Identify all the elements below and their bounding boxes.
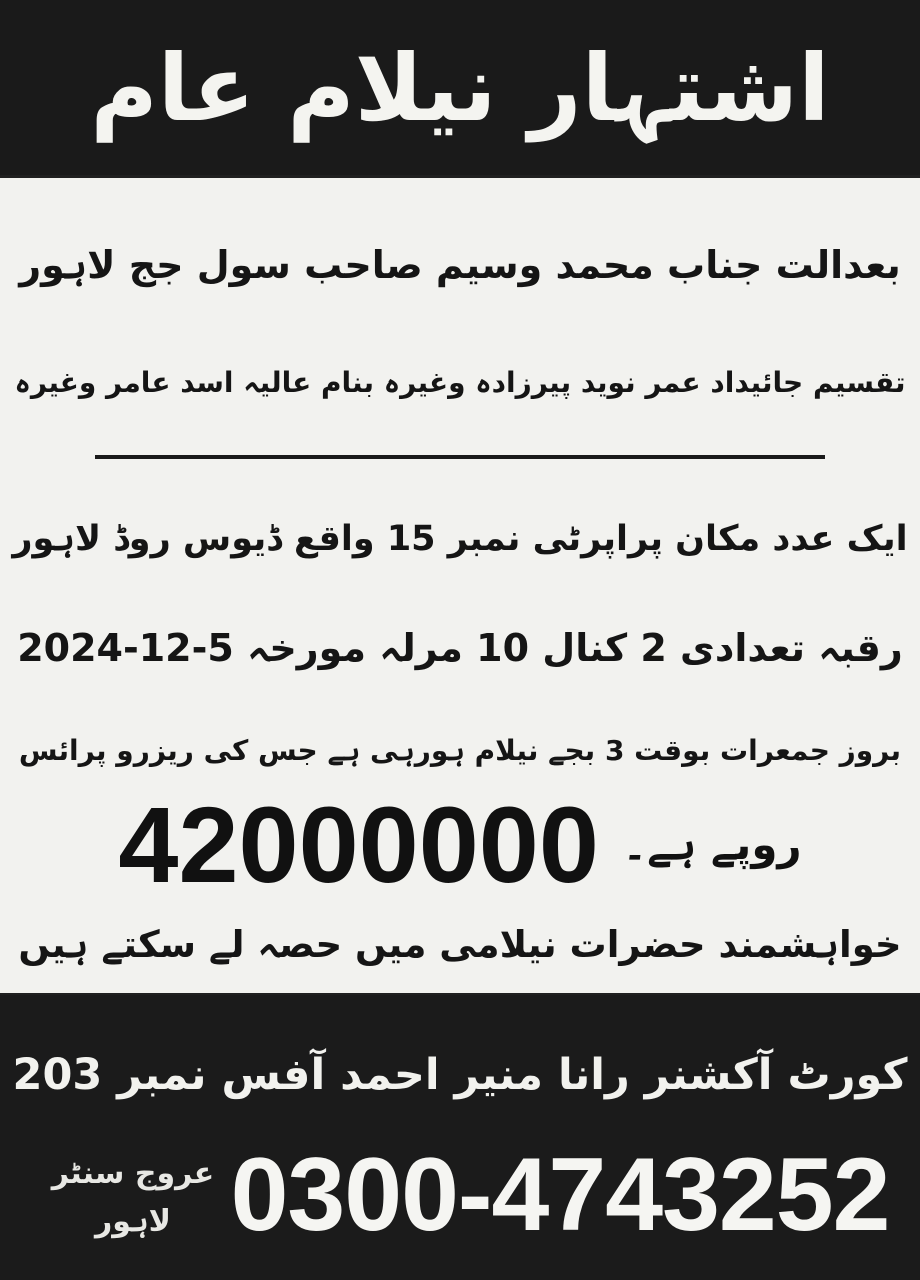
court-line: بعدالت جناب محمد وسیم صاحب سول جج لاہور: [19, 243, 901, 287]
case-line: تقسیم جائیداد عمر نوید پیرزادہ وغیرہ بنام عالیہ اسد عامر وغیرہ: [14, 366, 906, 399]
price-suffix: روپے ہے۔: [622, 820, 802, 869]
auction-time-line: بروز جمعرات بوقت 3 بجے نیلام ہورہی ہے جس کی ریزرو پرائس: [18, 734, 902, 767]
reserve-price-row: [10, 784, 910, 905]
notice-title: اشتہار نیلام عام: [90, 35, 830, 142]
reserve-price: 42000000: [118, 784, 599, 905]
property-line: ایک عدد مکان پراپرٹی نمبر 15 واقع ڈیوس روڈ لاہور: [12, 519, 908, 559]
divider: [95, 455, 825, 459]
footer-location: عروج سنٹر لاہور: [51, 1156, 215, 1239]
bidders-line: خواہشمند حضرات نیلامی میں حصہ لے سکتے ہیں: [18, 923, 902, 966]
phone-number: 0300-4743252: [230, 1137, 890, 1253]
area-date-line: رقبہ تعدادی 2 کنال 10 مرلہ مورخہ 5-12-2024: [17, 626, 903, 670]
officer-line: کورٹ آکشنر رانا منیر احمد آفس نمبر 203: [12, 1050, 908, 1100]
